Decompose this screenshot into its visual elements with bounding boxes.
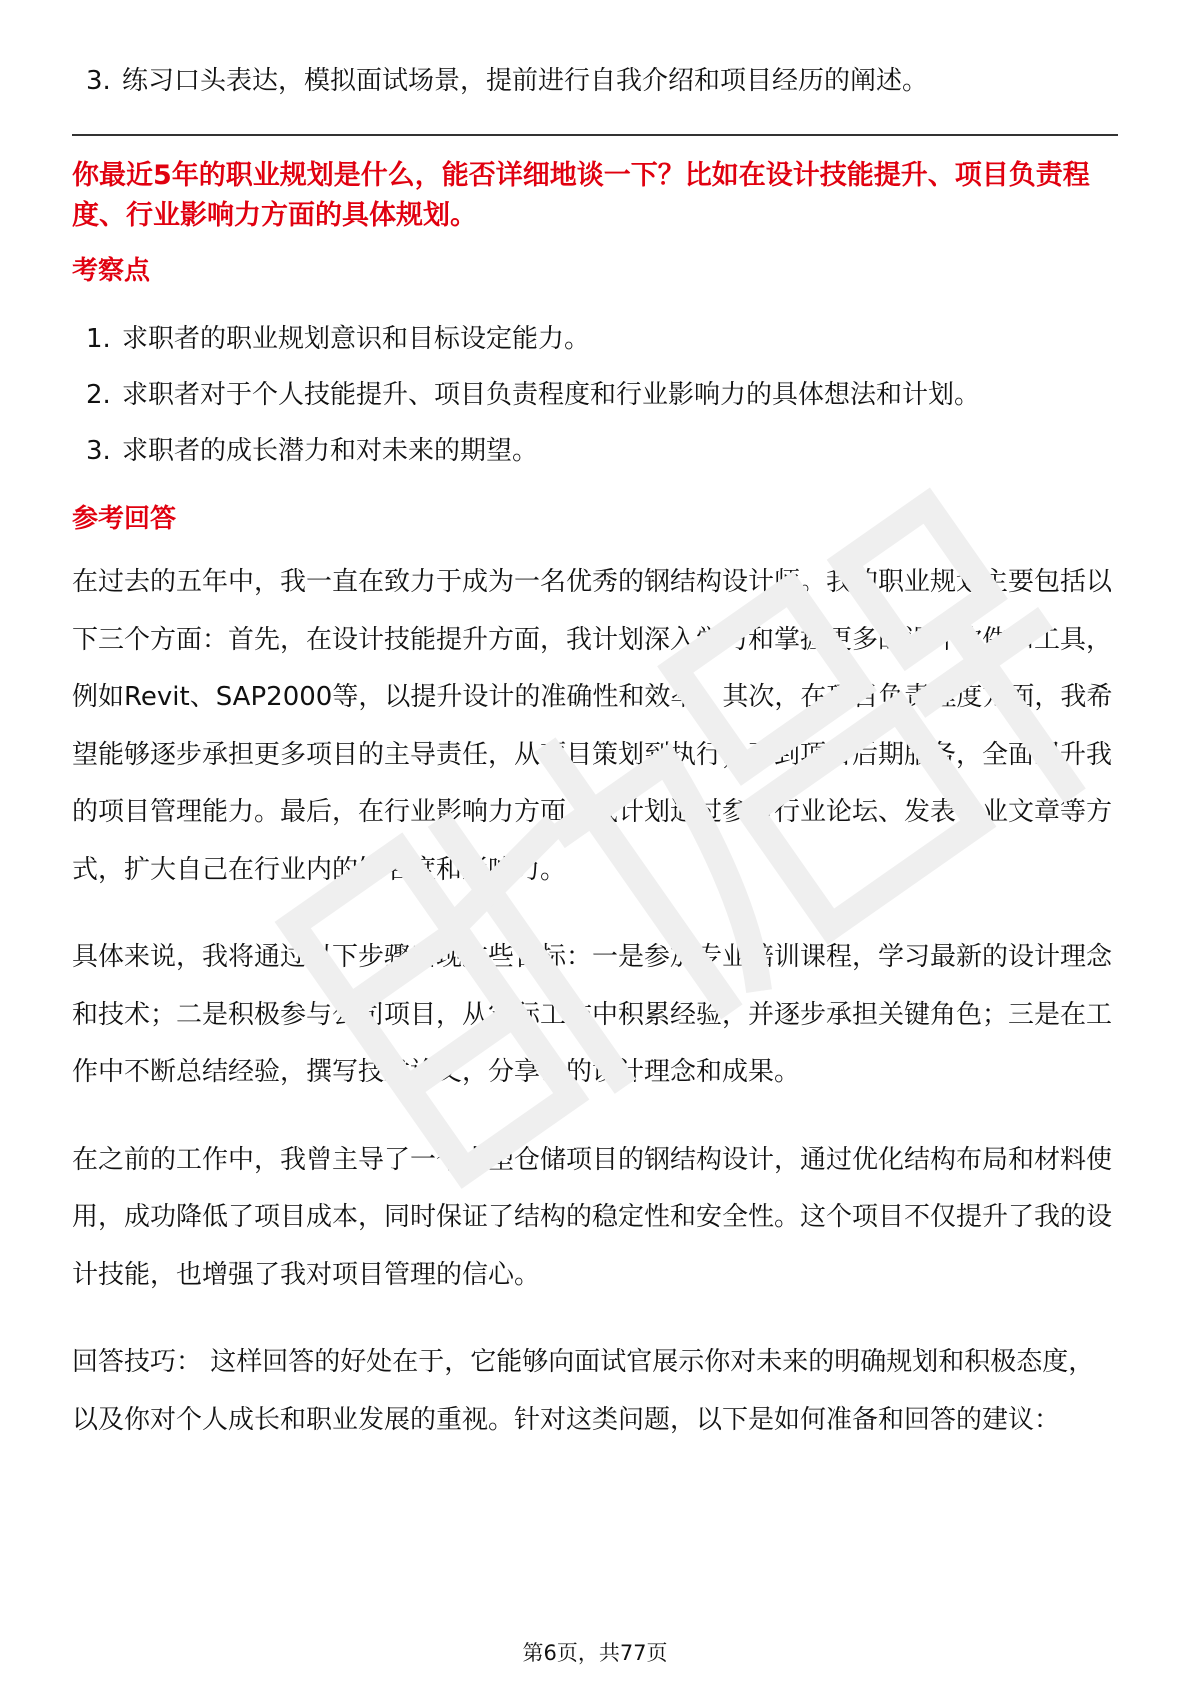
list-item — [72, 62, 1118, 100]
assessment-heading: 考察点 — [72, 256, 151, 286]
list-item — [72, 376, 1118, 414]
answer-paragraph: 在之前的工作中，我曾主导了一个大型仓储项目的钢结构设计，通过优化结构布局和材料使用，成功降低了项目成本，同时保证了结构的稳定性和安全性。这个项目不仅提升了我的设计技能，也增强了我对项目管理的信心。 — [72, 1144, 1113, 1290]
list-item-number: 3. — [86, 436, 111, 466]
section-divider — [72, 134, 1118, 136]
answer-paragraph: 具体来说，我将通过以下步骤实现这些目标：一是参加专业培训课程，学习最新的设计理念和技术；二是积极参与公司项目，从实际工作中积累经验，并逐步承担关键角色；三是在工作中不断总结经验，撰写技术论文，分享我的设计理念和成果。 — [72, 942, 1113, 1087]
answer-tips-paragraph: 回答技巧： 这样回答的好处在于，它能够向面试官展示你对未来的明确规划和积极态度，以及你对个人成长和职业发展的重视。针对这类问题，以下是如何准备和回答的建议： — [72, 1347, 1095, 1435]
list-item-number: 2. — [86, 380, 111, 410]
list-item — [72, 432, 1118, 470]
list-item — [72, 320, 1118, 358]
interview-question: 你最近5年的职业规划是什么，能否详细地谈一下？比如在设计技能提升、项目负责程度、行业影响力方面的具体规划。 — [72, 160, 1090, 231]
page-content — [72, 62, 1118, 1449]
top-list — [72, 62, 1118, 100]
list-item-text: 求职者对于个人技能提升、项目负责程度和行业影响力的具体想法和计划。 — [122, 380, 981, 410]
list-item-text: 求职者的成长潜力和对未来的期望。 — [122, 436, 539, 466]
list-item-text: 求职者的职业规划意识和目标设定能力。 — [122, 324, 591, 354]
list-item-number: 1. — [86, 324, 111, 354]
reference-heading: 参考回答 — [72, 504, 177, 534]
assessment-list — [72, 320, 1118, 470]
answer-paragraph: 在过去的五年中，我一直在致力于成为一名优秀的钢结构设计师。我的职业规划主要包括以下三个方面：首先，在设计技能提升方面，我计划深入学习和掌握更多的设计软件和工具，例如Revit、SAP2000等，以提升设计的准确性和效率。其次，在项目负责程度方面，我希望能够逐步承担更多项目的主导责任，从项目策划到执行，再到项目后期服务，全面提升我的项目管理能力。最后，在行业影响力方面，我计划通过参与行业论坛、发表专业文章等方式，扩大自己在行业内的知名度和影响力。 — [72, 567, 1113, 885]
list-item-number: 3. — [86, 66, 111, 96]
list-item-text: 练习口头表达，模拟面试场景，提前进行自我介绍和项目经历的阐述。 — [122, 66, 929, 96]
page-footer: 第6页，共77页 — [522, 1641, 668, 1665]
